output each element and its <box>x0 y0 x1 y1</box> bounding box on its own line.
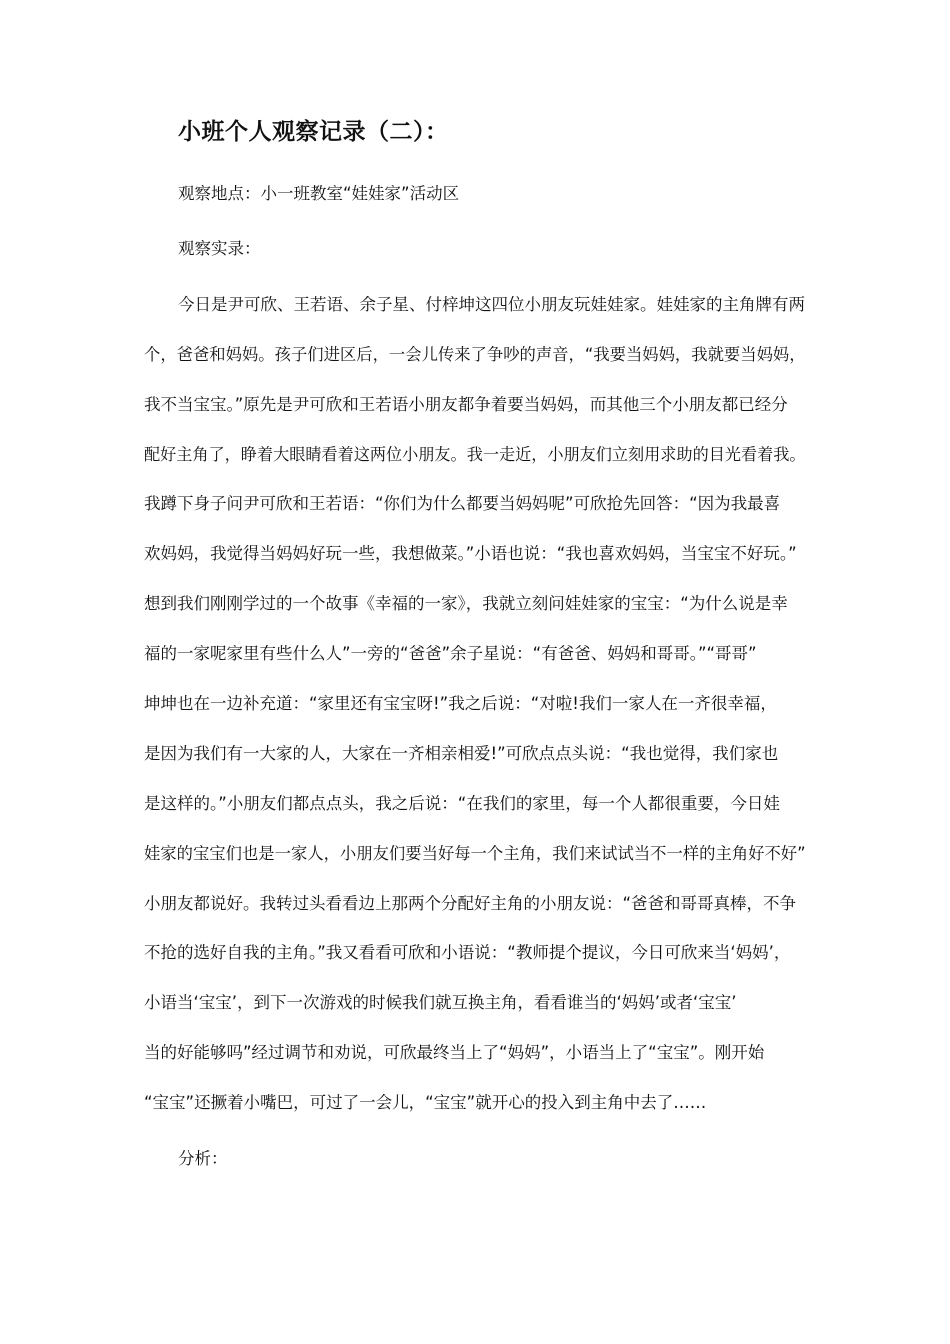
record-line-5: 我蹲下身子问尹可欣和王若语：“你们为什么都要当妈妈呢”可欣抢先回答：“因为我最喜 <box>144 494 781 513</box>
document-title: 小班个人观察记录（二）： <box>178 119 449 145</box>
record-line-11: 是这样的。”小朋友们都点点头，我之后说：“在我们的家里，每一个人都很重要，今日娃 <box>144 794 780 813</box>
record-line-13: 小朋友都说好。我转过头看看边上那两个分配好主角的小朋友说：“爸爸和哥哥真棒，不争 <box>144 894 797 913</box>
record-line-9: 坤坤也在一边补充道：“家里还有宝宝呀!”我之后说：“对啦!我们一家人在一齐很幸福， <box>144 694 777 713</box>
observation-location: 观察地点：小一班教室“娃娃家”活动区 <box>178 184 460 203</box>
record-line-7: 想到我们刚刚学过的一个故事《幸福的一家》，我就立刻问娃娃家的宝宝：“为什么说是幸 <box>144 594 788 613</box>
record-line-3: 我不当宝宝。”原先是尹可欣和王若语小朋友都争着要当妈妈，而其他三个小朋友都已经分 <box>144 395 788 414</box>
record-line-15: 小语当‘宝宝’，到下一次游戏的时候我们就互换主角，看看谁当的‘妈妈’或者‘宝宝’ <box>144 993 737 1012</box>
record-line-12: 娃家的宝宝们也是一家人，小朋友们要当好每一个主角，我们来试试当不一样的主角好不好” <box>144 844 806 863</box>
record-line-8: 福的一家呢家里有些什么人”一旁的“爸爸”余子星说：“有爸爸、妈妈和哥哥。”“哥哥” <box>144 644 757 663</box>
record-line-10: 是因为我们有一大家的人，大家在一齐相亲相爱!”可欣点点头说：“我也觉得，我们家也 <box>144 744 779 763</box>
record-heading: 观察实录： <box>178 239 261 258</box>
record-line-17: “宝宝”还撅着小嘴巴，可过了一会儿，“宝宝”就开心的投入到主角中去了…… <box>144 1093 707 1112</box>
record-line-6: 欢妈妈，我觉得当妈妈好玩一些，我想做菜。”小语也说：“我也喜欢妈妈，当宝宝不好玩。” <box>144 544 797 563</box>
record-line-2: 个，爸爸和妈妈。孩子们进区后，一会儿传来了争吵的声音，“我要当妈妈，我就要当妈妈， <box>144 345 806 364</box>
record-line-4: 配好主角了，睁着大眼睛看着这两位小朋友。我一走近，小朋友们立刻用求助的目光看着我。 <box>144 445 806 464</box>
record-line-14: 不抢的选好自我的主角。”我又看看可欣和小语说：“教师提个提议，今日可欣来当‘妈妈’， <box>144 943 791 962</box>
record-line-16: 当的好能够吗”经过调节和劝说，可欣最终当上了“妈妈”，小语当上了“宝宝”。刚开始 <box>144 1043 765 1062</box>
analysis-heading: 分析： <box>178 1149 228 1168</box>
record-line-1: 今日是尹可欣、王若语、余子星、付梓坤这四位小朋友玩娃娃家。娃娃家的主角牌有两 <box>178 295 805 314</box>
